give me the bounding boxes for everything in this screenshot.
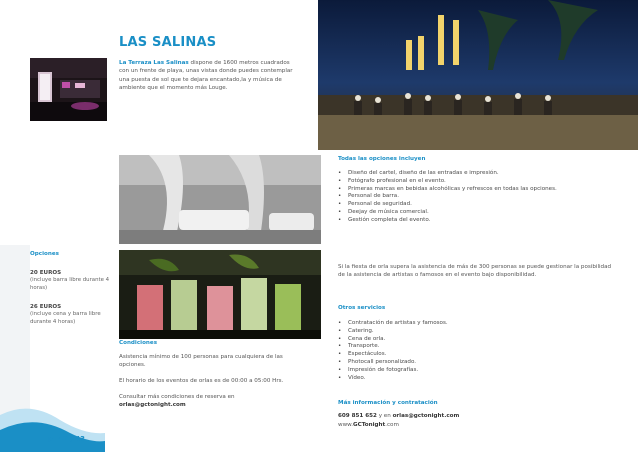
list-item: • Transporte. [338,343,448,351]
artists-note: Si la fiesta de orla supera la asistencia de más de 300 personas se puede gestionar la posibilidad de la asistencia de artistas o famosos en el evento bajo disponibilidad. [338,264,612,279]
option-price: 20 EUROS [30,270,62,276]
conditions-minimum: Asistencia mínimo de 100 personas para cualquiera de las opciones. [119,354,283,369]
option-note: (incluye cena y barra libre durante 4 horas) [30,311,101,325]
other-services-heading: Otros servicios [338,305,386,311]
option-price: 26 EUROS [30,304,62,310]
page-title: LAS SALINAS [119,35,217,50]
web-prefix: www. [338,422,353,428]
contact-web[interactable] [338,421,618,429]
list-item: • Vídeo. [338,375,448,383]
contact-phone[interactable]: 609 851 652 [338,413,377,419]
conditions-schedule: El horario de los eventos de orlas es de 00:00 a 05:00 Hrs. [119,378,284,384]
intro-text: dispone de 1600 metros cuadrados con un frente de playa, unas vistas donde puedes contemplar una puesta de sol que te dejara encantado,la y música de ambiente que el momento más Louge. [119,60,293,92]
list-item: • Diseño del cartel, diseño de las entradas e impresión. [338,170,557,178]
list-item: • Gestión completa del evento. [338,217,557,225]
list-item: • Espectáculos. [338,351,448,359]
options-heading: Opciones [30,251,59,257]
contact-email[interactable]: orlas@gctonight.com [392,413,460,419]
list-item: • Impresión de fotografías. [338,367,448,375]
white-lounge-photo [119,155,321,244]
conditions-reserve [119,393,304,410]
list-item: • Fotógrafo profesional en el evento. [338,178,557,186]
intro-paragraph [119,59,294,93]
includes-list [338,170,557,225]
list-item: • Contratación de artistas y famosos. [338,320,448,328]
blue-wave-decoration [0,395,105,452]
conditions-heading: Condiciones [119,340,158,346]
venue-name: La Terraza Las Salinas [119,60,189,66]
web-suffix: .com [385,422,399,428]
includes-heading: Todas las opciones incluyen [338,156,426,162]
list-item: • Catering. [338,328,448,336]
conditions-reserve-text: Consultar más condiciones de reserva en [119,394,235,400]
list-item: • Personal de seguridad. [338,201,557,209]
option-note: (incluye barra libre durante 4 horas) [30,277,110,291]
list-item: • Cena de orla. [338,336,448,344]
contact-heading: Más información y contratación [338,400,438,406]
list-item: • Primeras marcas en bebidas alcohólicas y refrescos en todas las opciones. [338,186,557,194]
contact-line [338,412,618,420]
other-services-list [338,320,448,382]
list-item: • Photocall personalizado. [338,359,448,367]
list-item: • Personal de barra. [338,193,557,201]
conditions-email[interactable]: orlas@gctonight.com [119,402,186,409]
beach-party-photo [318,0,638,150]
terrace-night-photo [30,58,107,121]
web-brand: GCTonight [353,422,386,428]
contact-connector: y en [376,413,393,419]
page-number: p. 42 / 43 [48,435,86,443]
cocktails-photo [119,250,321,339]
list-item: • Deejay de música comercial. [338,209,557,217]
